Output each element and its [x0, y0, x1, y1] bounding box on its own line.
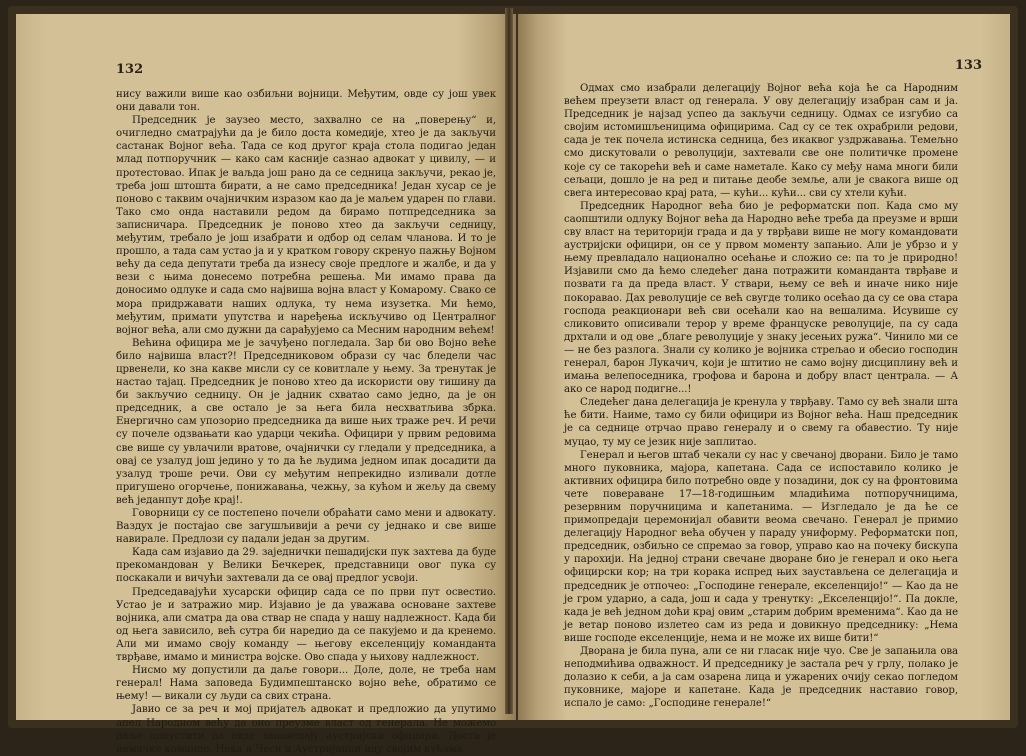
- page-number: 133: [954, 58, 982, 73]
- paragraph: Председник Народног већа био је реформатски поп. Када смо му саопштили одлуку Војног већа да Народно веће треба да преузме и врши сву власт на територији града и да у тврђави више не могу командовати аустријски официри, он се у првом моменту запањио. Али је убрзо и у њему превладало национално осећање и сложио се: па то је природно! Изјавили смо да ћемо следећег дана потражити команданта тврђаве и позвати га да преда власт. У ствари, њему се већ и иначе нико није покоравао. Дах револуције се већ свугде толико осећао да су се ова стара господа реакционари већ сви осећали као на вешалима. Исувише су сликовито описивали терор у време француске револуције, па су сада дрхтали и од ове „благе револуције у знаку јесењих ружа“. Чинило ми се — не без разлога. Знали су колико је војника стрељао и обесио господин генерал, барон Лукачич, који је штитио не само војну дисциплину већ и имања велепоседника, грофова и барона и добру власт централа. — А ако се народ подигне...!: [564, 200, 958, 396]
- paragraph: нису важили више као озбиљни војници. Међутим, овде су још увек они давали тон.: [116, 89, 496, 114]
- paragraph: Дворана је била пуна, али се ни гласак није чуо. Све је запањила ова неподмићива одважност. И председнику је застала реч у грлу, полако је долазио к себи, а ја сам озарена лица и ужарених очију секао погледом пуковнике, мајоре и капетане. Када је председник наставио говор, испало је само: „Господине генерале!“: [564, 646, 958, 710]
- paragraph: Говорници су се постепено почели обраћати само мени и адвокату. Ваздух је постајао све загушљивији а речи су једнако и све више навирале. Предлози су падали један за другим.: [116, 508, 496, 546]
- paragraph: Већина официра ме је зачуђено погледала. Зар би ово Војно веће било највиша власт?! Председниковом образи су час бледели час црвенели, ко зна какве мисли су се ковитлале у њему. За тренутак је настао тајац. Председник је поново хтео да искористи ову тишину да би закључио седницу. Он је јадник схватао само једно, да је он председник, а све остало је за њега била несхватљива збрка. Енергично сам упозорио председника да више њих траже реч. И речи су почеле одзвањати као ударци чекића. Официри у првим редовима све више су увлачили вратове, очајнички су гледали у председника, а овај се узалуд још једино у то да ће људима једном ипак досадити да узалуд троше речи. Ови су међутим непрекидно изливали дотле пригушено огорчење, понижавања, чежњу, за кућом и жељу да свему већ једанпут дође крај!.: [116, 337, 496, 506]
- paragraph: Када сам изјавио да 29. заједнички пешадијски пук захтева да буде прекомандован у Велики Бечкерек, представници овог пука су поскакали и вичући захтевали да се овај предлог усвоји.: [116, 547, 496, 585]
- paragraph: Председавајући хусарски официр сада се по први пут освестио. Устао је и затражио мир. Изјавио је да уважава основане захтеве војника, али сматра да ова ствар не спада у нашу надлежност. Када би од њега зависило, већ сутра би наредио да се пакујемо и да кренемо. Али ми имамо своју команду — његову екселенцију команданта тврђаве, имамо и министра војске. Ово спада у њихову надлежност.: [116, 586, 496, 664]
- paragraph: Нисмо му допустили да даље говори... Доле, доле, не треба нам генерал! Нама заповеда Будимпештанско војно веће, обратимо се њему! — викали су људи са свих страна.: [116, 665, 496, 703]
- paragraph: Јавио се за реч и мој пријатељ адвокат и предложио да упутимо апел Народном већу да оно преузме власт од генерала. Не можемо даље допустити да овде заповедају аустријски официри. Доста је немачке команде. Нека и Чеси и Аустријанци иду својим кућама.: [116, 704, 496, 755]
- open-book: [8, 6, 1018, 755]
- paragraph: Следећег дана делегација је кренула у тврђаву. Тамо су већ знали шта ће бити. Наиме, тамо су били официри из Војног већа. Наш председник је са седнице отрчао право генералу и о свему га обавестио. Ту није муцао, ту му се језик није заплитао.: [564, 397, 958, 448]
- book-gutter: [505, 8, 513, 714]
- paragraph: Генерал и његов штаб чекали су нас у свечаној дворани. Било је тамо много пуковника, мајора, капетана. Сада се испоставило колико је активних официра било потребно овде у позадини, док су на фронтовима чете повераване 17—18-годишњим младићима потпоручницима, резервним поручницима и капетанима. — Изгледало је да ће се примопредаји церемонијал обавити веома свечано. Генерал је примио делегацију Народног већа обучен у параду униформу. Реформатски поп, председник, озбиљно се спремао за говор, управо као на почеку бискупа у парохији. На једној страни свечане дворане био је генерал и око њега официрски кор; на три корака испред њих заустављена се делегација и председник је отпочео: „Господине генерале, екселенцијо!“ — Као да не је гром ударио, а сада, још и сада у тренутку: „Екселенцијо!“. Па докле, када је већ једном доћи крај овим „старим добрим временима“. Као да не је ветар поново излетео сам из реда и довикнуо председнику: „Нема више господе екселенције, нема и не може их више бити!“: [564, 449, 958, 644]
- right-page: [518, 14, 1010, 720]
- paragraph: Одмах смо изабрали делегацију Војног већа која ће са Народним већем преузети власт од генерала. У ову делегацију изабран сам и ја. Председник је најзад успео да закључи седницу. Одмах се изгубио са својим истомишљеницима официрима. Сад су се тек охрабрили редови, сада је тек почела истинска седница, без икаквог уздржавања. Темељно смо дискутовали о револуцији, захтевали све оне политичке промене које су се такорећи већ и саме наметале. Како су међу нама многи били сељаци, дошло је на ред и питање деобе земље, али је свакога више од свега интересовао крај рата, — кући... кући... сви су хтели кући.: [564, 83, 958, 199]
- page-number: 132: [116, 62, 144, 77]
- paragraph: Председник је заузео место, захвално се на „поверењу“ и, очигледно сматрајући да је било доста комедије, хтео је да закључи састанак Војног већа. Тада се код другог краја стола подигао један млад потпоручник — како сам касније сазнао адвокат у цивилу, — и протестовао. Ипак је ваљда још рано да се седница закључи, рекао је, треба још штошта бирати, а не само председника! Један хусар се је поново с таквим очајничким изразом као да је маљем ударен по глави. Тако смо онда наставили редом да бирамо потпредседника за записничара. Председник је поново хтео да закључи седницу, међутим, требало је још изабрати и одбор од селам чланова. И то је прошло, а тада сам устао ја и у кратком говору скренуо пажњу Војном већу да седа депутати треба да изнесу своје предлоге и жалбе, и да у вези с њима донесемо потребна решења. Ми имамо права да доносимо одлуке и сада смо највиша војна власт у Комарому. Свако се мора придржавати наших одлука, ту нема изузетка. Ми ћемо, међутим, примати упутства и наређења искључиво од Централног војног већа, али смо дужни да сарађујемо са Месним народним већем!: [116, 115, 496, 336]
- left-page: [16, 14, 516, 755]
